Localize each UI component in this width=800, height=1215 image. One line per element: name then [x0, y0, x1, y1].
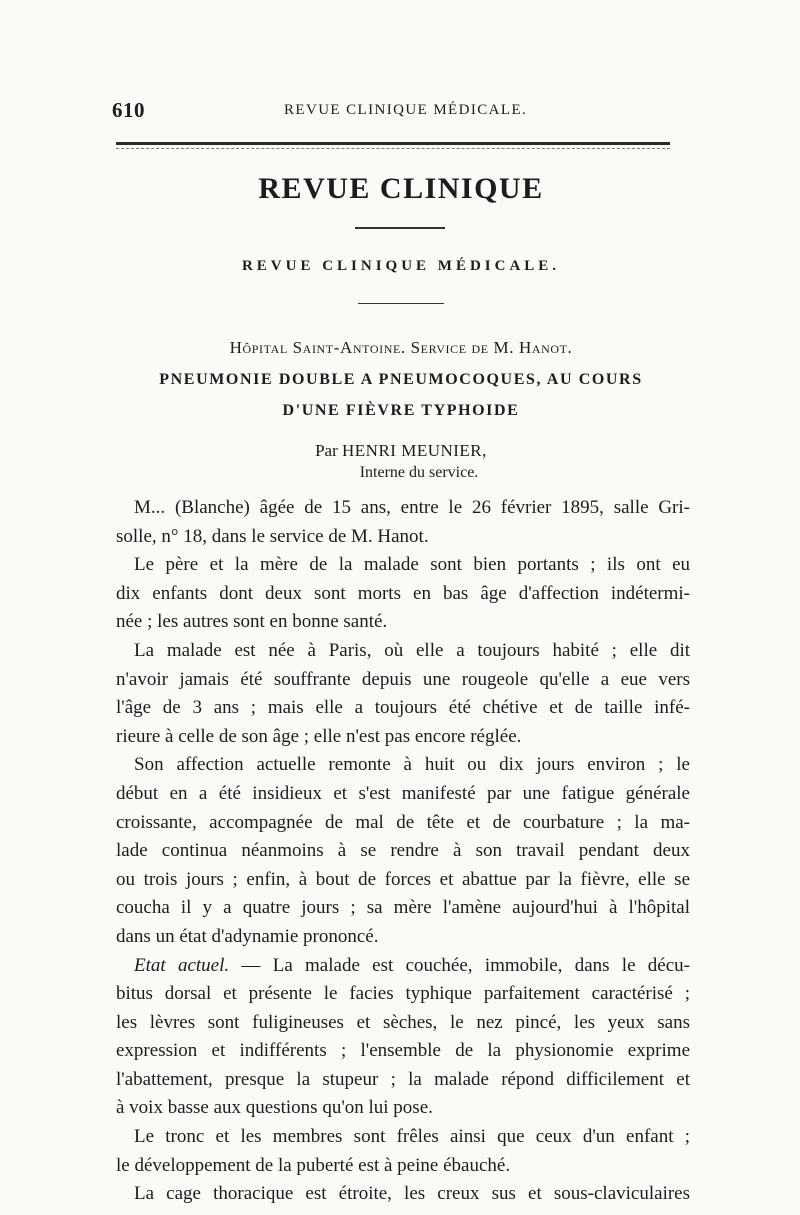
main-title: REVUE CLINIQUE — [258, 172, 544, 205]
section-rule — [358, 303, 444, 304]
body-line: n'avoir jamais été souffrante depuis une rougeole qu'elle a eue vers — [116, 668, 690, 690]
byline-author: HENRI MEUNIER, — [342, 441, 487, 460]
body-line: rieure à celle de son âge ; elle n'est pas encore réglée. — [116, 725, 522, 747]
article-title-line-2: D'UNE FIÈVRE TYPHOIDE — [282, 402, 520, 419]
body-line: croissante, accompagnée de mal de tête et de courbature ; la ma- — [116, 811, 690, 833]
body-line: les lèvres sont fuligineuses et sèches, le nez pincé, les yeux sans — [116, 1011, 690, 1033]
body-line: l'âge de 3 ans ; mais elle a toujours été chétive et de taille infé- — [116, 697, 690, 719]
body-line: M... (Blanche) âgée de 15 ans, entre le 26 février 1895, salle Gri- — [134, 497, 690, 518]
section-title: REVUE CLINIQUE MÉDICALE. — [241, 258, 561, 274]
body-line: Son affection actuelle remonte à huit ou dix jours environ ; le — [134, 754, 690, 776]
byline-role: Interne du service. — [359, 464, 479, 481]
byline-par: Par — [315, 441, 338, 460]
body-line: née ; les autres sont en bonne santé. — [116, 611, 388, 633]
body-line: coucha il y a quatre jours ; sa mère l'amène aujourd'hui à l'hôpital — [116, 897, 690, 919]
body-line: ou trois jours ; enfin, à bout de forces et abattue par la fièvre, elle se — [116, 868, 690, 890]
body-line-etat — [116, 952, 690, 981]
body-line: bitus dorsal et présente le facies typhique parfaitement caractérisé ; — [116, 983, 690, 1005]
body-line: à voix basse aux questions qu'on lui pose. — [116, 1097, 433, 1119]
body-line: solle, n° 18, dans le service de M. Hanot. — [116, 525, 429, 547]
body-line: Le tronc et les membres sont frêles ainsi que ceux d'un enfant ; — [134, 1126, 690, 1148]
body-line: dix enfants dont deux sont morts en bas âge d'affection indétermi- — [116, 582, 690, 604]
article-title-line-1: PNEUMONIE DOUBLE A PNEUMOCOQUES, AU COURS — [159, 371, 643, 388]
header-rule — [116, 142, 670, 145]
running-head — [112, 98, 690, 128]
body-line: dans un état d'adynamie prononcé. — [116, 925, 379, 947]
title-rule — [355, 227, 445, 229]
body-line: La cage thoracique est étroite, les creux sus et sous-claviculaires — [134, 1183, 690, 1205]
body-line: La malade est née à Paris, où elle a toujours habité ; elle dit — [134, 639, 690, 661]
etat-actuel-text: — La malade est couchée, immobile, dans le décu- — [241, 954, 691, 976]
article-body — [116, 494, 690, 1209]
body-line: le développement de la puberté est à peine ébauché. — [116, 1154, 511, 1176]
etat-actuel-label: Etat actuel. — [134, 954, 230, 976]
byline — [112, 440, 690, 462]
running-title: REVUE CLINIQUE MÉDICALE. — [284, 102, 528, 118]
body-line: Le père et la mère de la malade sont bien portants ; ils ont eu — [134, 554, 690, 576]
body-line: début en a été insidieux et s'est manifesté par une fatigue générale — [116, 782, 690, 804]
body-line: l'abattement, presque la stupeur ; la malade répond difficilement et — [116, 1068, 690, 1090]
page-number: 610 — [112, 98, 145, 122]
body-line: expression et indifférents ; l'ensemble de la physionomie exprime — [116, 1040, 690, 1062]
header-rule-thin — [116, 148, 670, 149]
hospital-service: Hôpital Saint-Antoine. Service de M. Hanot. — [229, 338, 573, 357]
body-line: lade continua néanmoins à se rendre à son travail pendant deux — [116, 840, 690, 862]
